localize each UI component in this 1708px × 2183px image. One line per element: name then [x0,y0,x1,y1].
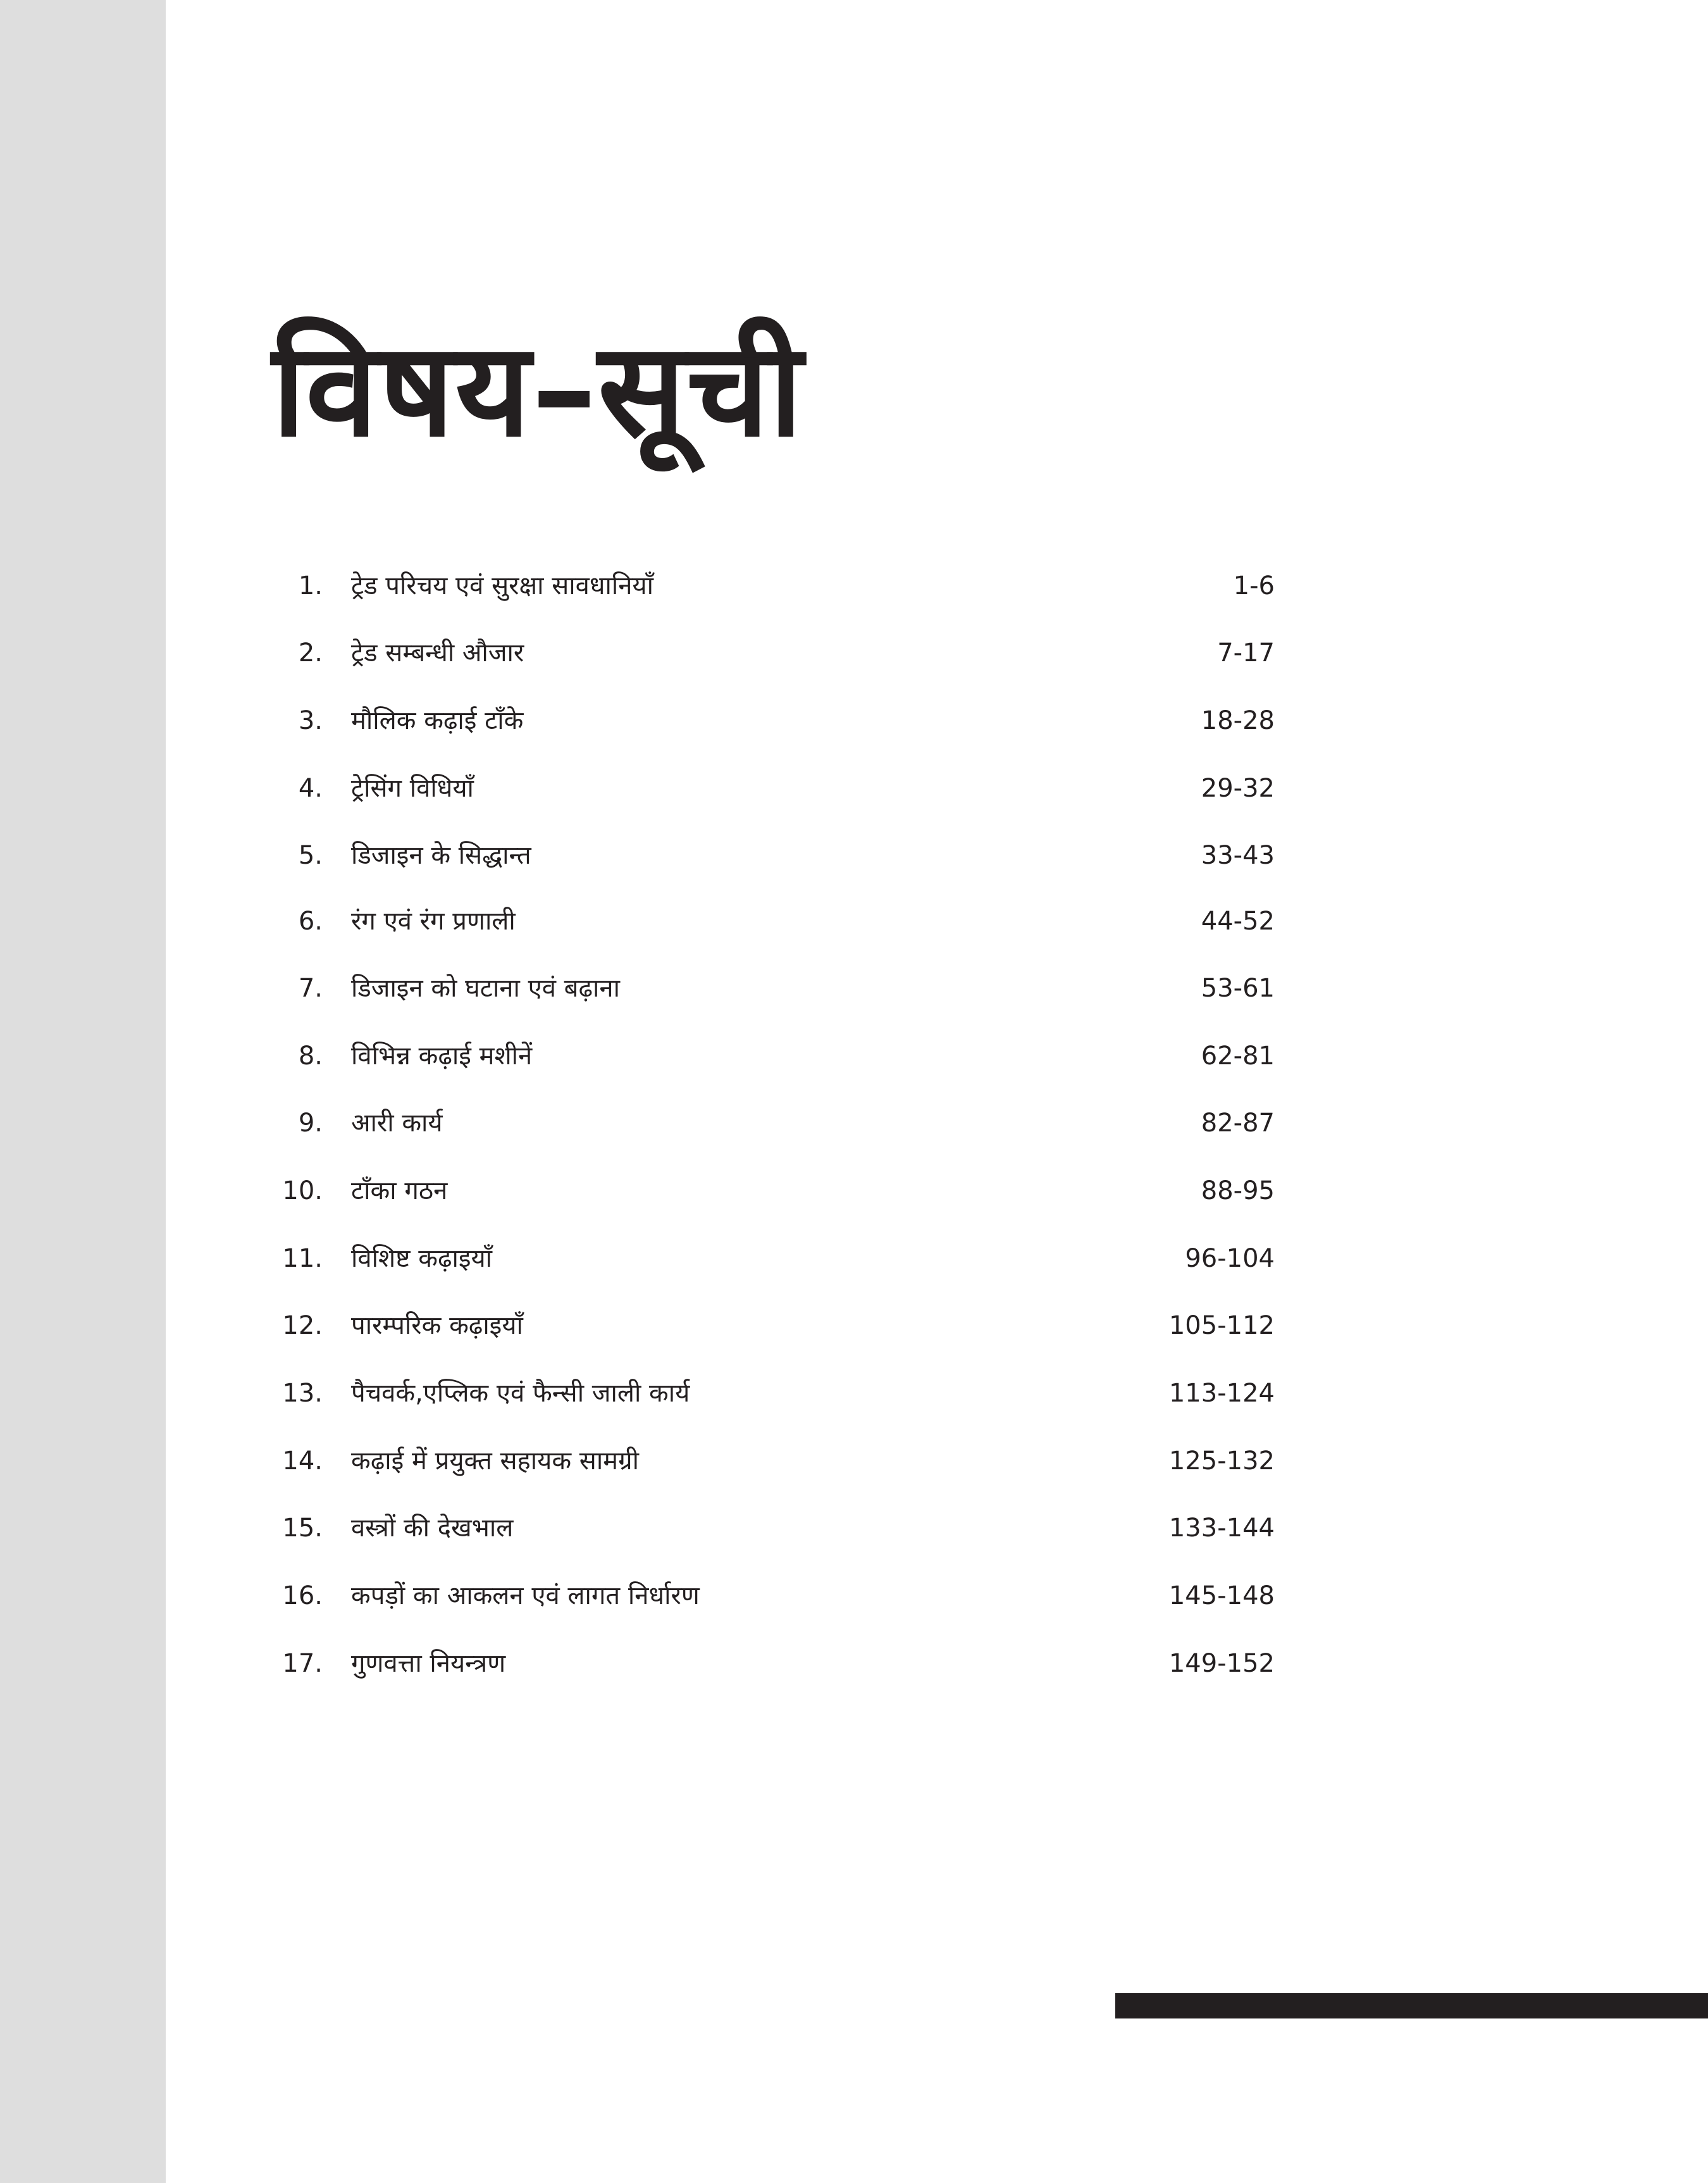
toc-entry-title: ट्रेड परिचय एवं सुरक्षा सावधानियाँ [351,571,653,600]
toc-entry-pages: 96-104 [1185,1244,1275,1273]
toc-entry-pages: 133-144 [1168,1514,1275,1543]
toc-entry-title: गुणवत्ता नियन्त्रण [351,1649,506,1678]
toc-entry-pages: 113-124 [1168,1379,1275,1408]
toc-entry [0,1031,1708,1081]
page-title: विषय–सूची [272,315,804,466]
toc-entry-pages: 62-81 [1201,1042,1275,1071]
toc-entry [0,695,1708,746]
toc-entry [0,1166,1708,1216]
toc-entry [0,963,1708,1014]
toc-entry-pages: 18-28 [1201,706,1275,735]
toc-entry-number: 7. [298,974,323,1003]
toc-entry-pages: 88-95 [1201,1176,1275,1205]
toc-entry-pages: 53-61 [1201,974,1275,1003]
toc-entry-number: 6. [298,907,323,936]
toc-entry-title: विभिन्न कढ़ाई मशीनें [351,1042,533,1071]
toc-entry-number: 15. [282,1514,323,1543]
toc-entry [0,763,1708,814]
toc-entry-title: कढ़ाई में प्रयुक्त सहायक सामग्री [351,1446,640,1476]
toc-entry-title: टाँका गठन [351,1176,448,1205]
toc-entry [0,896,1708,947]
toc-entry [0,561,1708,611]
toc-entry-title: मौलिक कढ़ाई टाँके [351,706,524,735]
toc-entry [0,1368,1708,1419]
toc-entry-number: 3. [298,706,323,735]
toc-entry-number: 12. [282,1311,323,1340]
toc-entry [0,1098,1708,1148]
toc-entry-title: विशिष्ट कढ़ाइयाँ [351,1244,493,1273]
toc-entry [0,1436,1708,1486]
toc-entry-pages: 7-17 [1217,638,1275,668]
toc-entry-title: ट्रेसिंग विधियाँ [351,774,474,803]
footer-decorative-bar [1115,1993,1708,2018]
toc-entry-title: आरी कार्य [351,1109,443,1138]
toc-entry-pages: 1-6 [1233,571,1275,600]
toc-entry-number: 9. [298,1109,323,1138]
toc-entry-number: 16. [282,1581,323,1610]
toc-entry [0,628,1708,678]
toc-entry [0,1570,1708,1621]
toc-entry [0,1300,1708,1351]
toc-entry-title: पैचवर्क,एप्लिक एवं फैन्सी जाली कार्य [351,1379,690,1408]
toc-entry-pages: 33-43 [1201,841,1275,870]
toc-entry [0,830,1708,881]
toc-entry-number: 13. [282,1379,323,1408]
toc-entry [0,1638,1708,1689]
toc-entry-number: 5. [298,841,323,870]
toc-entry-number: 17. [282,1649,323,1678]
toc-entry-pages: 149-152 [1168,1649,1275,1678]
toc-entry [0,1233,1708,1284]
toc-entry-number: 8. [298,1042,323,1071]
toc-entry-title: डिजाइन के सिद्धान्त [351,841,531,870]
toc-entry-title: डिजाइन को घटाना एवं बढ़ाना [351,974,620,1003]
toc-entry-pages: 145-148 [1168,1581,1275,1610]
toc-entry-title: पारम्परिक कढ़ाइयाँ [351,1311,523,1340]
toc-entry-pages: 29-32 [1201,774,1275,803]
toc-entry-pages: 105-112 [1168,1311,1275,1340]
toc-entry-title: ट्रेड सम्बन्धी औजार [351,638,524,668]
toc-entry-title: रंग एवं रंग प्रणाली [351,907,516,936]
toc-entry [0,1503,1708,1553]
toc-entry-number: 2. [298,638,323,668]
toc-entry-pages: 44-52 [1201,907,1275,936]
toc-entry-number: 1. [298,571,323,600]
toc-entry-title: कपड़ों का आकलन एवं लागत निर्धारण [351,1581,700,1610]
toc-entry-pages: 82-87 [1201,1109,1275,1138]
toc-entry-number: 14. [282,1446,323,1476]
toc-entry-pages: 125-132 [1168,1446,1275,1476]
toc-entry-number: 10. [282,1176,323,1205]
toc-entry-number: 11. [282,1244,323,1273]
toc-entry-number: 4. [298,774,323,803]
toc-entry-title: वस्त्रों की देखभाल [351,1514,514,1543]
